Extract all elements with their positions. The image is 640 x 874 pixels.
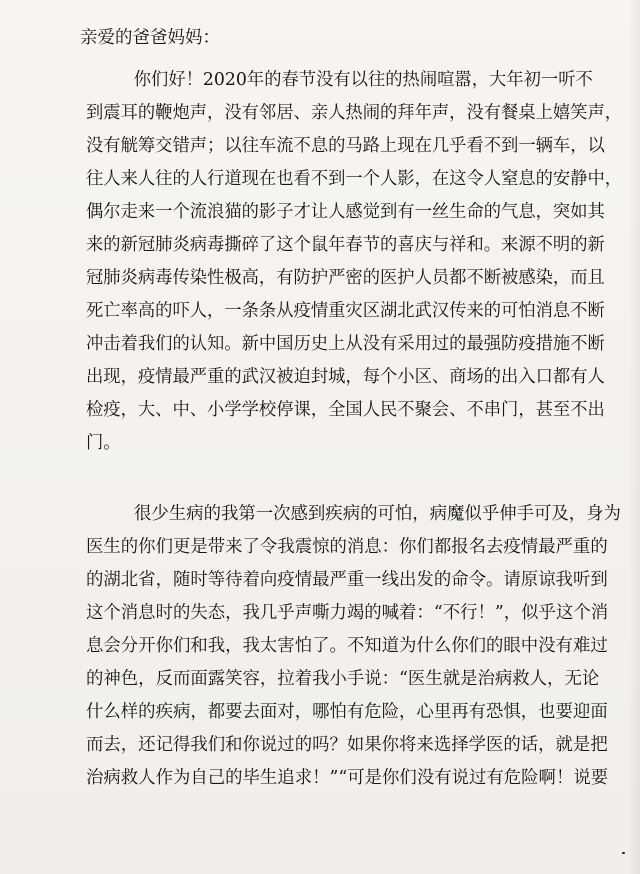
letter-greeting: 亲爱的爸爸妈妈： [80,28,220,48]
paragraph-line: 没有觥筹交错声；以往车流不息的马路上现在几乎看不到一辆车，以 [86,136,605,156]
paragraph-line: 死亡率高的吓人，一条条从疫情重灾区湖北武汉传来的可怕消息不断 [86,301,605,321]
paragraph-1 [86,64,622,460]
paragraph-line: 这个消息时的失态，我几乎声嘶力竭的喊着：“不行！”，似乎这个消 [86,603,609,623]
paragraph-line: 检疫，大、中、小学学校停课，全国人民不聚会、不串门，甚至不出 [86,400,605,420]
paragraph-line: 冠肺炎病毒传染性极高，有防护严密的医护人员都不断被感染，而且 [86,268,605,288]
paragraph-line: 而去，还记得我们和你说过的吗？如果你将来选择学医的话，就是把 [86,735,608,755]
paragraph-line: 出现，疫情最严重的武汉被迫封城，每个小区、商场的出入口都有人 [86,367,605,387]
paragraph-line: 来的新冠肺炎病毒撕碎了这个鼠年春节的喜庆与祥和。来源不明的新 [86,235,605,255]
paragraph-line: 偶尔走来一个流浪猫的影子才让人感觉到有一丝生命的气息，突如其 [86,202,605,222]
paragraph-line: 冲击着我们的认知。新中国历史上从没有采用过的最强防疫措施不断 [86,334,605,354]
paragraph-line: 治病救人作为自己的毕生追求！”“可是你们没有说过有危险啊！说要 [86,768,609,788]
paragraph-line: 的神色，反而面露笑容，拉着我小手说：“医生就是治病救人，无论 [86,669,600,689]
paragraph-line: 什么样的疾病，都要去面对，哪怕有危险，心里再有恐惧，也要迎面 [86,702,608,722]
paragraph-line: 往人来人往的人行道现在也看不到一个人影，在这令人窒息的安静中， [86,169,623,189]
paragraph-line: 医生的你们更是带来了令我震惊的消息：你们都报名去疫情最严重的 [86,537,608,557]
paragraph-line: 你们好！2020年的春节没有以往的热闹喧嚣，大年初一听不 [133,70,593,90]
paragraph-line: 息会分开你们和我，我太害怕了。不知道为什么你们的眼中没有难过 [86,636,608,656]
page-edge-shadow [628,0,640,874]
paragraph-line: 门。 [86,433,121,453]
paragraph-line: 的湖北省，随时等待着向疫情最严重一线出发的命令。请原谅我听到 [86,570,608,590]
paragraph-line: 很少生病的我第一次感到疾病的可怕，病魔似乎伸手可及，身为 [134,504,621,524]
paragraph-2 [86,498,621,795]
scan-speck [622,852,625,854]
paragraph-line: 到震耳的鞭炮声，没有邻居、亲人热闹的拜年声，没有餐桌上嬉笑声， [86,103,623,123]
